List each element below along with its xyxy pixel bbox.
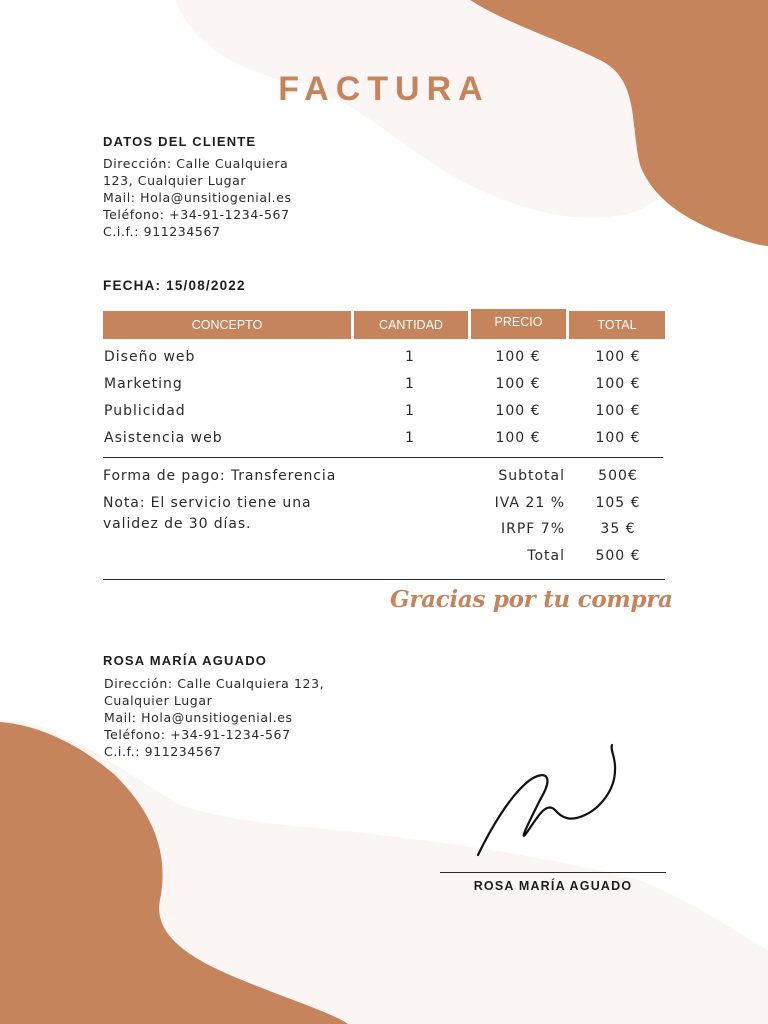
row-quantity: 1 <box>405 376 415 392</box>
signature-line <box>440 872 666 873</box>
row-concept: Publicidad <box>104 403 186 419</box>
row-quantity: 1 <box>405 403 415 419</box>
client-email: Mail: Hola@unsitiogenial.es <box>103 190 292 205</box>
row-quantity: 1 <box>405 430 415 446</box>
client-cif: C.i.f.: 911234567 <box>103 224 221 239</box>
row-total: 100 € <box>595 430 641 446</box>
row-concept: Asistencia web <box>104 430 223 446</box>
row-price: 100 € <box>495 430 541 446</box>
irpf-label: IRPF 7% <box>500 521 565 537</box>
issuer-name: ROSA MARÍA AGUADO <box>103 653 268 668</box>
issuer-address-line-1: Dirección: Calle Cualquiera 123, <box>104 676 325 691</box>
total-row <box>0 548 768 568</box>
table-row <box>0 376 768 396</box>
client-heading: DATOS DEL CLIENTE <box>103 134 257 149</box>
total-value: 500 € <box>595 548 641 564</box>
issuer-cif: C.i.f.: 911234567 <box>104 744 222 759</box>
iva-value: 105 € <box>595 495 641 511</box>
client-details <box>103 155 292 240</box>
row-price: 100 € <box>495 349 541 365</box>
row-concept: Diseño web <box>104 349 196 365</box>
table-header-concept: CONCEPTO <box>103 311 351 339</box>
payment-info <box>103 466 336 535</box>
signature-name: ROSA MARÍA AGUADO <box>473 879 633 893</box>
invoice-date: FECHA: 15/08/2022 <box>103 278 246 293</box>
table-row <box>0 430 768 450</box>
irpf-value: 35 € <box>600 521 636 537</box>
iva-label: IVA 21 % <box>494 495 565 511</box>
row-price: 100 € <box>495 403 541 419</box>
totals-divider <box>103 579 665 580</box>
table-header-quantity: CANTIDAD <box>354 311 468 339</box>
total-label: Total <box>527 548 565 564</box>
issuer-phone: Teléfono: +34-91-1234-567 <box>104 727 291 742</box>
table-row <box>0 403 768 423</box>
row-total: 100 € <box>595 403 641 419</box>
row-quantity: 1 <box>405 349 415 365</box>
table-header-total: TOTAL <box>569 311 665 339</box>
subtotal-value: 500€ <box>598 468 638 484</box>
row-price: 100 € <box>495 376 541 392</box>
signature-scribble <box>470 740 630 865</box>
subtotal-label: Subtotal <box>498 468 565 484</box>
table-row <box>0 349 768 369</box>
issuer-address-line-2: Cualquier Lugar <box>104 693 213 708</box>
client-address-line-1: Dirección: Calle Cualquiera <box>103 156 289 171</box>
payment-note-line-2: validez de 30 días. <box>103 516 252 532</box>
payment-method: Forma de pago: Transferencia <box>103 468 337 484</box>
table-header-price: PRECIO <box>471 309 566 339</box>
issuer-details <box>104 675 324 760</box>
client-address-line-2: 123, Cualquier Lugar <box>103 173 247 188</box>
payment-note-line-1: Nota: El servicio tiene una <box>103 495 312 511</box>
thanks-message: Gracias por tu compra <box>390 586 673 613</box>
row-concept: Marketing <box>104 376 183 392</box>
row-total: 100 € <box>595 349 641 365</box>
row-total: 100 € <box>595 376 641 392</box>
table-divider <box>103 457 663 458</box>
issuer-email: Mail: Hola@unsitiogenial.es <box>104 710 293 725</box>
invoice-title: FACTURA <box>278 70 490 108</box>
client-phone: Teléfono: +34-91-1234-567 <box>103 207 290 222</box>
